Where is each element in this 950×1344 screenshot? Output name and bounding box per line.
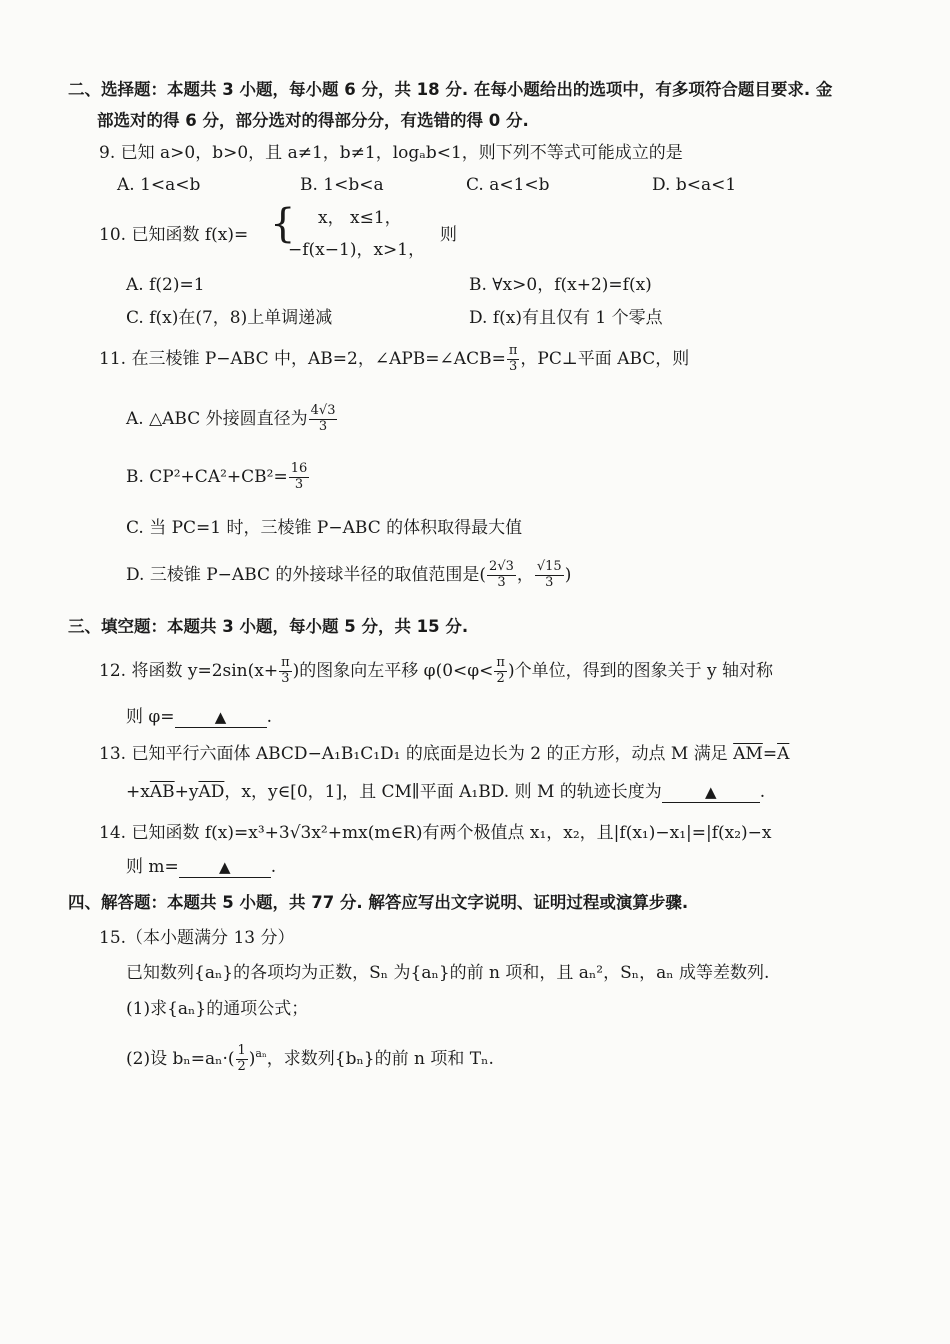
q15-fraction-half: $\frac{1}{2}$ xyxy=(237,1043,246,1074)
vector-ab: $\overline{AB}$ xyxy=(149,782,175,802)
q10-case-1: x， x≤1， xyxy=(318,208,402,228)
q12-answer-line: 则 φ= ▲ . xyxy=(126,707,272,727)
q12-fraction-pi-3: $\frac{\pi}{3}$ xyxy=(281,655,290,686)
q10-tail: 则 xyxy=(440,225,457,245)
q10-option-c: C. f(x)在(7，8)上单调递减 xyxy=(126,308,333,328)
triangle-icon: ▲ xyxy=(705,783,717,801)
q11-d-fraction-1: $\frac{2√3}{3}$ xyxy=(489,559,514,590)
q11-stem-b: ，PC⊥平面 ABC，则 xyxy=(520,348,690,369)
q14-answer-blank[interactable] xyxy=(179,857,271,878)
q11-option-c: C. 当 PC=1 时，三棱锥 P−ABC 的体积取得最大值 xyxy=(126,518,523,538)
q11-b-fraction: $\frac{16}{3}$ xyxy=(290,461,308,492)
q11-option-b: B. CP²+CA²+CB²= $\frac{16}{3}$ xyxy=(126,461,308,492)
q10-option-d: D. f(x)有且仅有 1 个零点 xyxy=(469,308,663,328)
q11-option-d: D. 三棱锥 P−ABC 的外接球半径的取值范围是( $\frac{2√3}{3}$ ， $\frac{√15}{3}$ ) xyxy=(126,559,572,590)
q11-d-fraction-2: $\frac{√15}{3}$ xyxy=(536,559,562,590)
q15-part-2: (2)设 bₙ=aₙ·( $\frac{1}{2}$ )$^{a_n}$，求数列{bₙ}的前 n 项和 Tₙ. xyxy=(126,1043,494,1074)
q15-stem: 已知数列{aₙ}的各项均为正数，Sₙ 为{aₙ}的前 n 项和，且 aₙ²，Sₙ，aₙ 成等差数列. xyxy=(126,963,770,983)
vector-ad: $\overline{AD}$ xyxy=(198,782,225,802)
q14-answer-line: 则 m= ▲ . xyxy=(126,857,277,877)
q12-fraction-pi-2: $\frac{\pi}{2}$ xyxy=(496,655,505,686)
q10-stem: 10. 已知函数 f(x)= xyxy=(99,225,249,245)
q13-answer-blank[interactable] xyxy=(662,782,760,803)
triangle-icon: ▲ xyxy=(219,858,231,876)
q11-stem xyxy=(99,344,689,375)
q11-a-fraction: $\frac{4√3}{3}$ xyxy=(310,403,336,434)
q9-option-a: A. 1<a<b xyxy=(117,175,201,195)
q11-option-a: A. △ABC 外接圆直径为 $\frac{4√3}{3}$ xyxy=(126,403,336,434)
q9-stem: 9. 已知 a>0，b>0，且 a≠1，b≠1，logₐb<1，则下列不等式可能成立的是 xyxy=(99,143,683,163)
q15-part-1: (1)求{aₙ}的通项公式； xyxy=(126,999,309,1019)
q14-stem: 14. 已知函数 f(x)=x³+3√3x²+mx(m∈R)有两个极值点 x₁，x₂，且|f(x₁)−x₁|=|f(x₂)−ⅹ xyxy=(99,823,772,843)
vector-am: $\overline{AM}$ xyxy=(733,744,763,764)
piecewise-brace: { xyxy=(270,201,296,247)
q9-option-c: C. a<1<b xyxy=(466,175,550,195)
q12-stem: 12. 将函数 y=2sin(x+ $\frac{\pi}{3}$ )的图象向左平移 φ(0<φ< $\frac{\pi}{2}$ )个单位，得到的图象关于 y 轴对称 xyxy=(99,655,774,686)
q13-stem: 13. 已知平行六面体 ABCD−A₁B₁C₁D₁ 的底面是边长为 2 的正方形，动点 M 满足 $\overline{AM}=\overline{A}$ xyxy=(99,744,790,764)
section-2-title-cont: 部选对的得 6 分，部分选对的得部分分，有选错的得 0 分. xyxy=(97,111,529,130)
q13-stem-cont: $+x\overline{AB}+y\overline{AD}$，x，y∈[0，1]，且 CM∥平面 A₁BD. 则 M 的轨迹长度为 ▲ . xyxy=(126,782,766,802)
section-3-title: 三、填空题：本题共 3 小题，每小题 5 分，共 15 分. xyxy=(68,617,469,636)
section-2-title: 二、选择题：本题共 3 小题，每小题 6 分，共 18 分. 在每小题给出的选项中，有多项符合题目要求. 金 xyxy=(68,80,833,99)
vector-cut: $\overline{A}$ xyxy=(777,744,790,764)
q15-header: 15.（本小题满分 13 分） xyxy=(99,928,295,948)
q10-option-a: A. f(2)=1 xyxy=(126,275,205,295)
q10-option-b: B. ∀x>0，f(x+2)=f(x) xyxy=(469,275,652,295)
q10-case-2: −f(x−1)，x>1， xyxy=(288,240,426,260)
q11-stem-a: 11. 在三棱锥 P−ABC 中，AB=2，∠APB=∠ACB= xyxy=(99,348,506,369)
q9-option-d: D. b<a<1 xyxy=(652,175,737,195)
q11-fraction-pi-3: $\frac{\pi}{3}$ xyxy=(508,343,518,374)
triangle-icon: ▲ xyxy=(214,708,227,726)
section-4-title: 四、解答题：本题共 5 小题，共 77 分. 解答应写出文字说明、证明过程或演算步骤. xyxy=(68,893,689,912)
q12-answer-blank[interactable] xyxy=(175,707,267,728)
q9-option-b: B. 1<b<a xyxy=(300,175,384,195)
